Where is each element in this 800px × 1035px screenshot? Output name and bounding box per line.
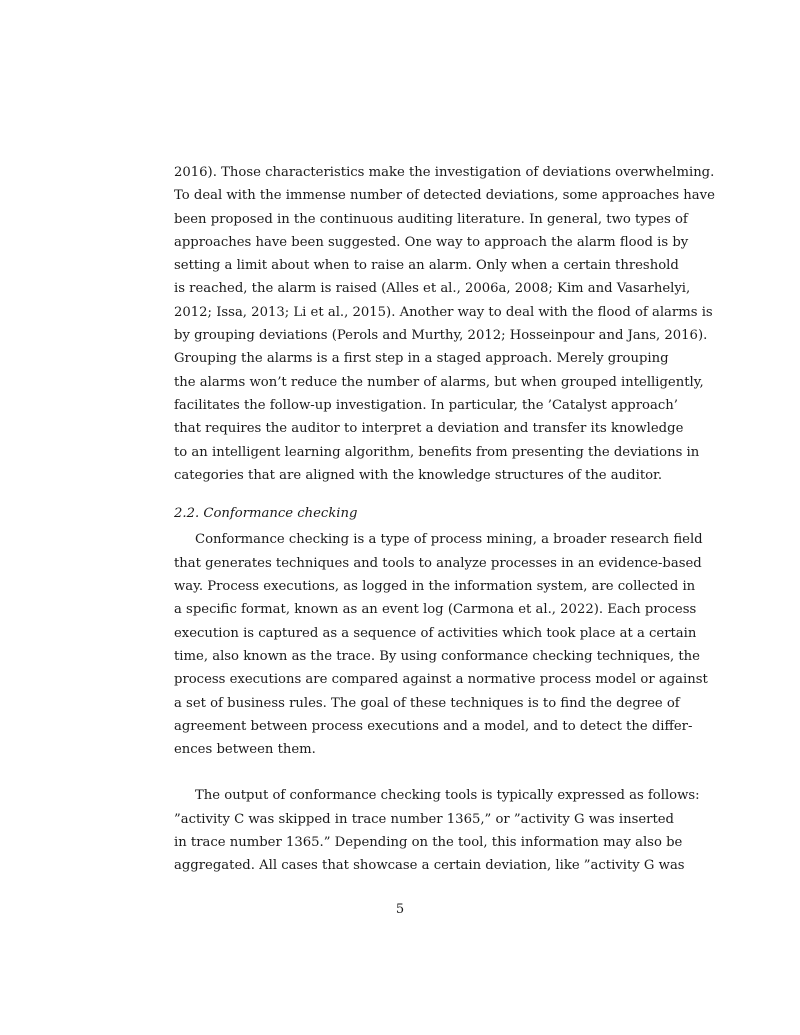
- text-line: a set of business rules. The goal of these techniques is to find the degree of: [174, 695, 680, 711]
- text-line: way. Process executions, as logged in the information system, are collected in: [174, 579, 696, 595]
- paragraph-spacer: [174, 761, 626, 784]
- text-line: time, also known as the trace. By using conformance checking techniques, the: [174, 648, 700, 664]
- text-line: approaches have been suggested. One way to approach the alarm flood is by: [174, 234, 689, 250]
- text-line: a specific format, known as an event log (Carmona et al., 2022). Each process: [174, 602, 697, 618]
- page-number: 5: [395, 902, 405, 917]
- text-line: To deal with the immense number of detected deviations, some approaches have: [174, 188, 715, 204]
- paragraph-conformance-checking: [174, 528, 708, 761]
- text-line: agreement between process executions and a model, and to detect the differ-: [174, 718, 693, 734]
- text-line: ences between them.: [174, 742, 316, 758]
- text-line: Grouping the alarms is a first step in a staged approach. Merely grouping: [174, 351, 669, 367]
- text-line: The output of conformance checking tools is typically expressed as follows:: [195, 788, 700, 804]
- text-line: been proposed in the continuous auditing literature. In general, two types of: [174, 211, 688, 227]
- text-line: Conformance checking is a type of process mining, a broader research field: [195, 532, 703, 548]
- text-line: aggregated. All cases that showcase a certain deviation, like ”activity G was: [174, 858, 685, 874]
- text-line: execution is captured as a sequence of activities which took place at a certain: [174, 625, 697, 641]
- text-line: that generates techniques and tools to analyze processes in an evidence-based: [174, 555, 702, 571]
- paragraph-output: [174, 784, 700, 877]
- text-line: setting a limit about when to raise an alarm. Only when a certain threshold: [174, 258, 679, 274]
- text-line: categories that are aligned with the knowledge structures of the auditor.: [174, 467, 663, 483]
- text-line: 2012; Issa, 2013; Li et al., 2015). Another way to deal with the flood of alarms is: [174, 304, 713, 320]
- paragraph-continued: [174, 161, 715, 487]
- text-line: process executions are compared against a normative process model or against: [174, 672, 708, 688]
- text-line: is reached, the alarm is raised (Alles et al., 2006a, 2008; Kim and Vasarhelyi,: [174, 281, 691, 297]
- section-heading: 2.2. Conformance checking: [174, 506, 358, 522]
- text-line: that requires the auditor to interpret a deviation and transfer its knowledge: [174, 421, 684, 437]
- text-line: ”activity C was skipped in trace number 1365,” or ”activity G was inserted: [174, 811, 674, 827]
- text-line: facilitates the follow-up investigation. In particular, the ’Catalyst approach’: [174, 397, 678, 413]
- text-line: the alarms won’t reduce the number of alarms, but when grouped intelligently,: [174, 374, 704, 390]
- text-line: to an intelligent learning algorithm, benefits from presenting the deviations in: [174, 444, 700, 460]
- text-line: by grouping deviations (Perols and Murthy, 2012; Hosseinpour and Jans, 2016).: [174, 328, 708, 344]
- page-body: [174, 161, 715, 878]
- text-line: in trace number 1365.” Depending on the tool, this information may also be: [174, 835, 683, 851]
- text-line: 2016). Those characteristics make the investigation of deviations overwhelming.: [174, 165, 715, 180]
